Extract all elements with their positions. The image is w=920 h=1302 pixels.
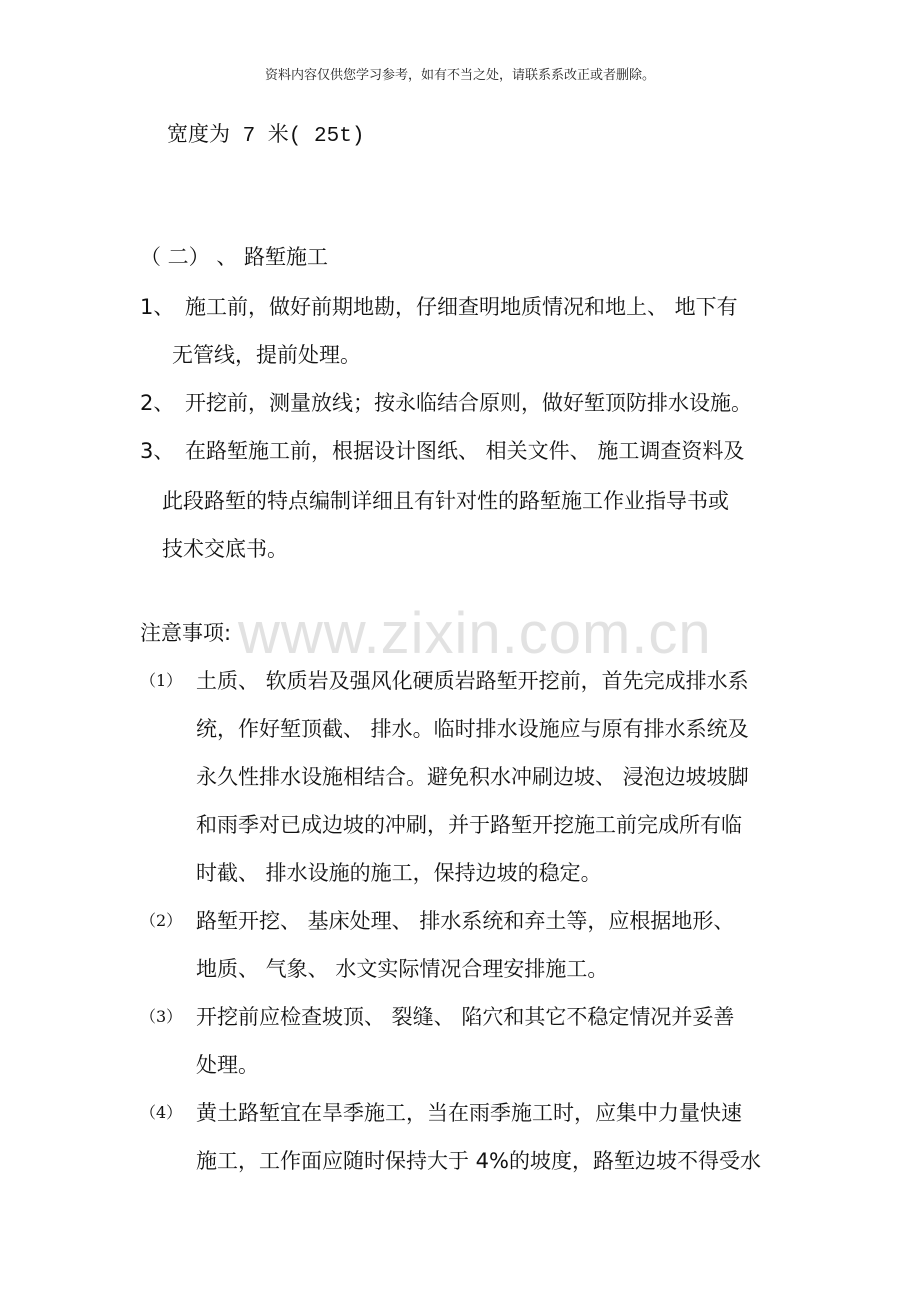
page-header-disclaimer: 资料内容仅供您学习参考，如有不当之处，请联系系改正或者删除。	[264, 68, 655, 83]
note-text-line: 处理。	[196, 1053, 259, 1077]
watermark: www.zixin.com.cn	[238, 601, 712, 666]
notes-title: 注意事项:	[140, 621, 232, 645]
width-line: 宽度为 7 米( 25t)	[167, 125, 365, 148]
note-number: （2）	[140, 911, 183, 930]
note-text-line: 路堑开挖、 基床处理、 排水系统和弃土等，应根据地形、	[196, 909, 735, 933]
item-number: 3、	[140, 439, 175, 463]
note-text-line: 地质、 气象、 水文实际情况合理安排施工。	[196, 957, 609, 981]
note-text-line: 开挖前应检查坡顶、 裂缝、 陷穴和其它不稳定情况并妥善	[196, 1005, 735, 1029]
note-text-line: 时截、 排水设施的施工，保持边坡的稳定。	[196, 861, 602, 885]
item-text-line: 技术交底书。	[162, 537, 288, 561]
item-text-line: 在路堑施工前，根据设计图纸、 相关文件、 施工调查资料及	[185, 439, 745, 463]
item-number: 1、	[140, 295, 175, 319]
note-number: （3）	[140, 1007, 183, 1026]
note-text-line: 统，作好堑顶截、 排水。临时排水设施应与原有排水系统及	[196, 717, 749, 741]
note-number: （1）	[140, 671, 183, 690]
item-text-line: 此段路堑的特点编制详细且有针对性的路堑施工作业指导书或	[162, 489, 729, 513]
note-text-line: 土质、 软质岩及强风化硬质岩路堑开挖前，首先完成排水系	[196, 669, 749, 693]
note-text-line: 施工，工作面应随时保持大于 4%的坡度，路堑边坡不得受水	[196, 1149, 761, 1173]
note-text-line: 和雨季对已成边坡的冲刷，并于路堑开挖施工前完成所有临	[196, 813, 742, 837]
item-text-line: 开挖前，测量放线；按永临结合原则，做好堑顶防排水设施。	[185, 391, 752, 415]
item-text-line: 施工前，做好前期地勘，仔细查明地质情况和地上、 地下有	[185, 295, 738, 319]
section-title: （ 二） 、 路堑施工	[140, 245, 329, 269]
note-text-line: 黄土路堑宜在旱季施工，当在雨季施工时，应集中力量快速	[196, 1101, 742, 1125]
note-number: （4）	[140, 1103, 183, 1122]
item-text-line: 无管线，提前处理。	[172, 343, 361, 367]
item-number: 2、	[140, 391, 175, 415]
note-text-line: 永久性排水设施相结合。避免积水冲刷边坡、 浸泡边坡坡脚	[196, 765, 749, 789]
